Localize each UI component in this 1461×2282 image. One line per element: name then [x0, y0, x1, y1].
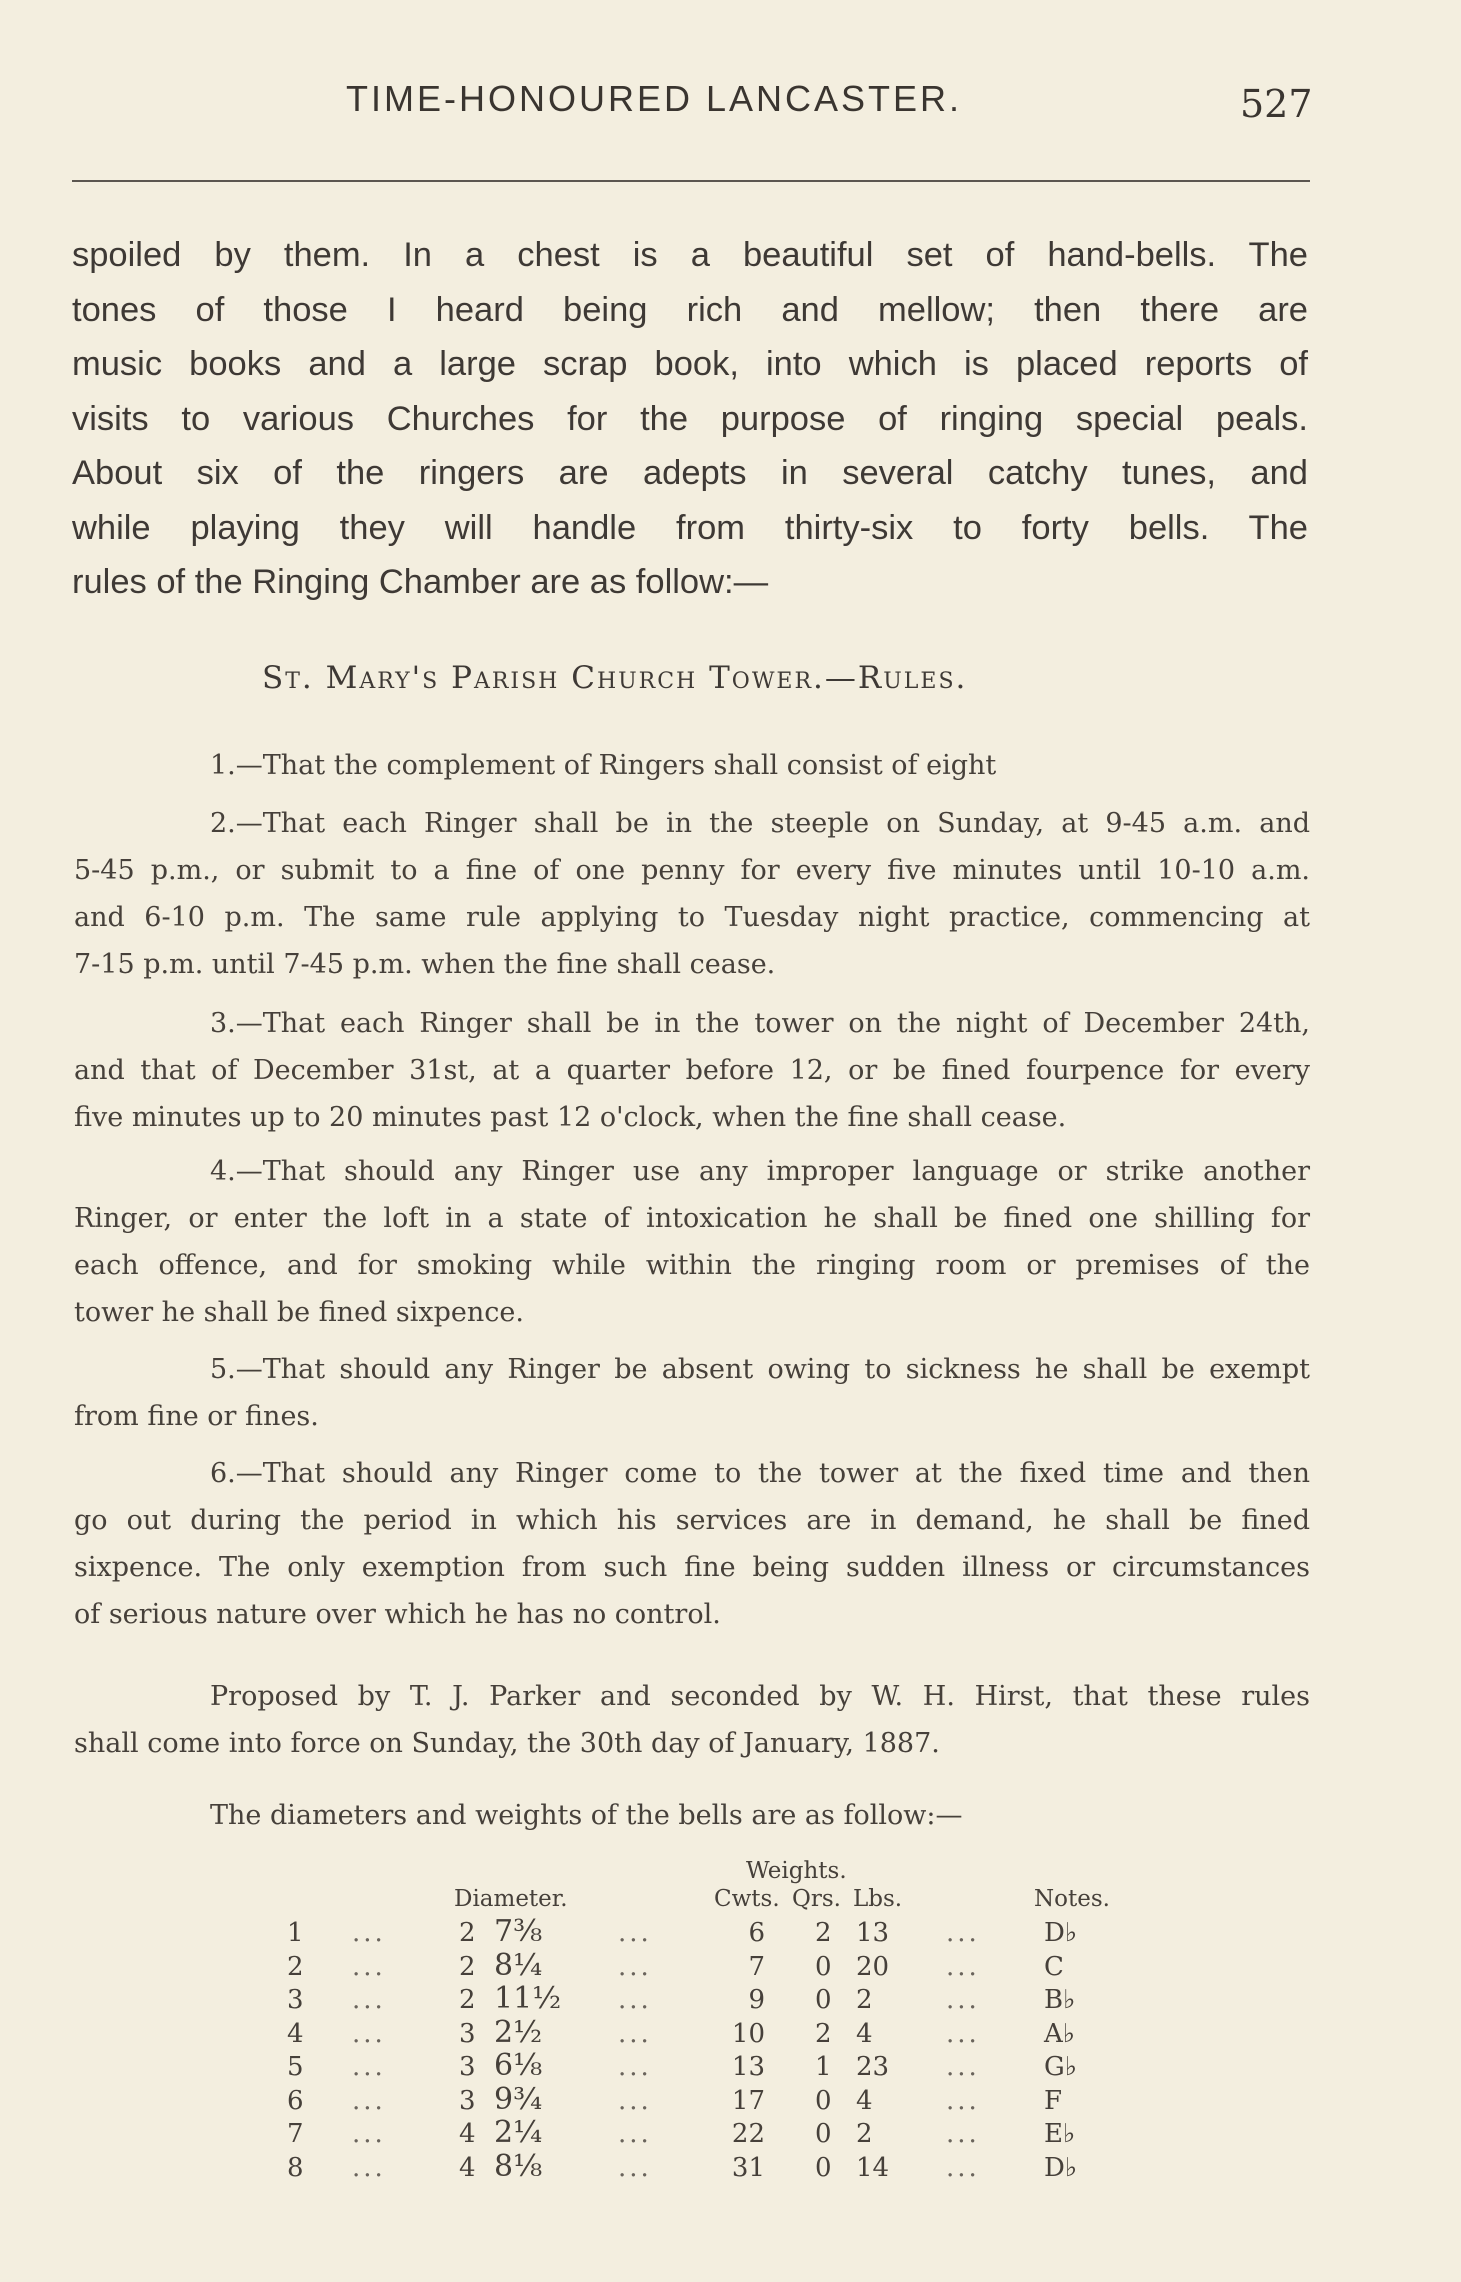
weight-qrs: 0	[815, 1985, 832, 2015]
text-line: 7-15 p.m. until 7-45 p.m. when the fine shall cease.	[74, 949, 776, 980]
leader-dots: ...	[618, 2052, 652, 2082]
leader-dots: ...	[618, 1985, 652, 2015]
bell-note: G♭	[1044, 2052, 1078, 2082]
leader-dots: ...	[352, 2119, 386, 2149]
weight-qrs: 2	[815, 1918, 832, 1948]
text-line: 4.—That should any Ringer use any improper language or strike another	[210, 1156, 1310, 1187]
text-line: 5-45 p.m., or submit to a fine of one penny for every five minutes until 10-10 a.m.	[74, 855, 1310, 886]
text-line: each offence, and for smoking while within the ringing room or premises of the	[74, 1250, 1310, 1281]
text-line: The diameters and weights of the bells are as follow:—	[210, 1800, 963, 1831]
qrs-header: Qrs.	[792, 1886, 841, 1912]
weight-cwts: 10	[731, 2018, 765, 2049]
bell-note: D♭	[1044, 2152, 1078, 2183]
diameter-inches: 11½	[494, 1981, 562, 2016]
diameter-feet: 2	[459, 1918, 476, 1948]
diameter-inches: 8⅛	[494, 2148, 543, 2184]
diameter-inches: 6⅛	[494, 2048, 543, 2083]
text-line: tones of those I heard being rich and mellow; then there are	[72, 290, 1308, 329]
weight-cwts: 7	[748, 1951, 765, 1982]
text-line: Ringer, or enter the loft in a state of intoxication he shall be fined one shilling for	[74, 1203, 1310, 1234]
leader-dots: ...	[352, 2052, 386, 2082]
leader-dots: ...	[946, 1918, 980, 1948]
leader-dots: ...	[618, 1951, 652, 1982]
text-line: five minutes up to 20 minutes past 12 o'clock, when the fine shall cease.	[74, 1102, 1067, 1133]
leader-dots: ...	[352, 2085, 386, 2116]
page-number: 527	[1240, 82, 1313, 126]
bell-note: B♭	[1044, 1985, 1076, 2015]
text-line: and that of December 31st, at a quarter before 12, or be fined fourpence for every	[74, 1055, 1310, 1086]
text-line: sixpence. The only exemption from such fine being sudden illness or circumstances	[74, 1552, 1310, 1583]
leader-dots: ...	[946, 2018, 980, 2049]
diameter-inches: 2½	[494, 2014, 543, 2050]
weight-cwts: 17	[731, 2085, 765, 2116]
weight-lbs: 20	[856, 1951, 890, 1982]
bell-note: E♭	[1044, 2119, 1076, 2149]
weight-cwts: 6	[748, 1918, 765, 1948]
weight-lbs: 2	[856, 1985, 873, 2015]
weight-cwts: 9	[748, 1985, 765, 2015]
text-line: of serious nature over which he has no control.	[74, 1599, 721, 1630]
leader-dots: ...	[352, 1985, 386, 2015]
weight-lbs: 4	[856, 2085, 873, 2116]
bell-note: D♭	[1044, 1918, 1078, 1948]
text-line: go out during the period in which his services are in demand, he shall be fined	[74, 1505, 1310, 1536]
text-line: Proposed by T. J. Parker and seconded by W. H. Hirst, that these rules	[210, 1681, 1310, 1712]
bell-number: 6	[287, 2085, 304, 2116]
diameter-inches: 9¾	[494, 2081, 543, 2117]
leader-dots: ...	[946, 1951, 980, 1982]
diameter-feet: 3	[459, 2018, 476, 2049]
diameter-feet: 2	[459, 1985, 476, 2015]
weight-qrs: 0	[815, 2119, 832, 2149]
bell-note: C	[1044, 1951, 1064, 1982]
text-line: tower he shall be fined sixpence.	[74, 1297, 524, 1328]
diameter-header: Diameter.	[454, 1886, 568, 1912]
bell-number: 3	[287, 1985, 304, 2015]
text-line: spoiled by them. In a chest is a beautiful set of hand-bells. The	[72, 236, 1308, 274]
text-line: from fine or fines.	[74, 1401, 319, 1432]
cwts-header: Cwts.	[714, 1886, 780, 1912]
text-line: rules of the Ringing Chamber are as follow:—	[72, 563, 769, 601]
text-line: 1.—That the complement of Ringers shall consist of eight	[210, 750, 997, 781]
bell-number: 5	[287, 2052, 304, 2082]
bell-note: A♭	[1044, 2018, 1076, 2049]
weight-cwts: 13	[731, 2052, 765, 2082]
weight-qrs: 0	[815, 2152, 832, 2183]
leader-dots: ...	[946, 2119, 980, 2149]
leader-dots: ...	[618, 2152, 652, 2183]
weight-qrs: 0	[815, 2085, 832, 2116]
weight-qrs: 0	[815, 1951, 832, 1982]
leader-dots: ...	[618, 2018, 652, 2049]
leader-dots: ...	[946, 2052, 980, 2082]
weight-lbs: 23	[856, 2052, 890, 2082]
weight-lbs: 14	[856, 2152, 890, 2183]
weight-lbs: 13	[856, 1918, 890, 1948]
leader-dots: ...	[352, 1918, 386, 1948]
text-line: About six of the ringers are adepts in several catchy tunes, and	[72, 454, 1308, 492]
leader-dots: ...	[352, 1951, 386, 1982]
leader-dots: ...	[946, 2085, 980, 2116]
text-line: shall come into force on Sunday, the 30th day of January, 1887.	[74, 1728, 940, 1759]
text-line: visits to various Churches for the purpose of ringing special peals.	[72, 399, 1308, 438]
text-line: 5.—That should any Ringer be absent owing to sickness he shall be exempt	[210, 1354, 1310, 1385]
diameter-feet: 4	[459, 2152, 476, 2183]
diameter-feet: 2	[459, 1951, 476, 1982]
text-line: and 6-10 p.m. The same rule applying to Tuesday night practice, commencing at	[74, 902, 1310, 933]
diameter-feet: 3	[459, 2085, 476, 2116]
leader-dots: ...	[618, 1918, 652, 1948]
diameter-feet: 3	[459, 2052, 476, 2082]
lbs-header: Lbs.	[853, 1886, 903, 1912]
leader-dots: ...	[618, 2119, 652, 2149]
weights-header: Weights.	[746, 1858, 847, 1884]
text-line: 6.—That should any Ringer come to the tower at the fixed time and then	[210, 1458, 1310, 1489]
notes-header: Notes.	[1034, 1886, 1110, 1912]
diameter-feet: 4	[459, 2119, 476, 2149]
bell-number: 7	[287, 2119, 304, 2149]
bell-note: F	[1044, 2085, 1063, 2116]
leader-dots: ...	[618, 2085, 652, 2116]
diameter-inches: 7⅜	[494, 1914, 543, 1949]
diameter-inches: 8¼	[494, 1947, 543, 1983]
weight-qrs: 2	[815, 2018, 832, 2049]
running-title: TIME-HONOURED LANCASTER.	[346, 78, 963, 119]
weight-lbs: 2	[856, 2119, 873, 2149]
rules-heading: St. Mary's Parish Church Tower.—Rules.	[262, 660, 968, 696]
leader-dots: ...	[946, 2152, 980, 2183]
leader-dots: ...	[352, 2018, 386, 2049]
bell-number: 2	[287, 1951, 304, 1982]
bell-number: 8	[287, 2152, 304, 2183]
leader-dots: ...	[946, 1985, 980, 2015]
weight-cwts: 31	[731, 2152, 765, 2183]
weight-qrs: 1	[815, 2052, 832, 2082]
text-line: 2.—That each Ringer shall be in the steeple on Sunday, at 9-45 a.m. and	[210, 808, 1310, 839]
text-line: 3.—That each Ringer shall be in the tower on the night of December 24th,	[210, 1008, 1310, 1039]
leader-dots: ...	[352, 2152, 386, 2183]
text-line: while playing they will handle from thirty-six to forty bells. The	[72, 508, 1308, 547]
bell-number: 1	[287, 1918, 304, 1948]
diameter-inches: 2¼	[494, 2115, 543, 2150]
weight-lbs: 4	[856, 2018, 873, 2049]
bell-number: 4	[287, 2018, 304, 2049]
text-line: music books and a large scrap book, into which is placed reports of	[72, 345, 1308, 383]
weight-cwts: 22	[731, 2119, 765, 2149]
